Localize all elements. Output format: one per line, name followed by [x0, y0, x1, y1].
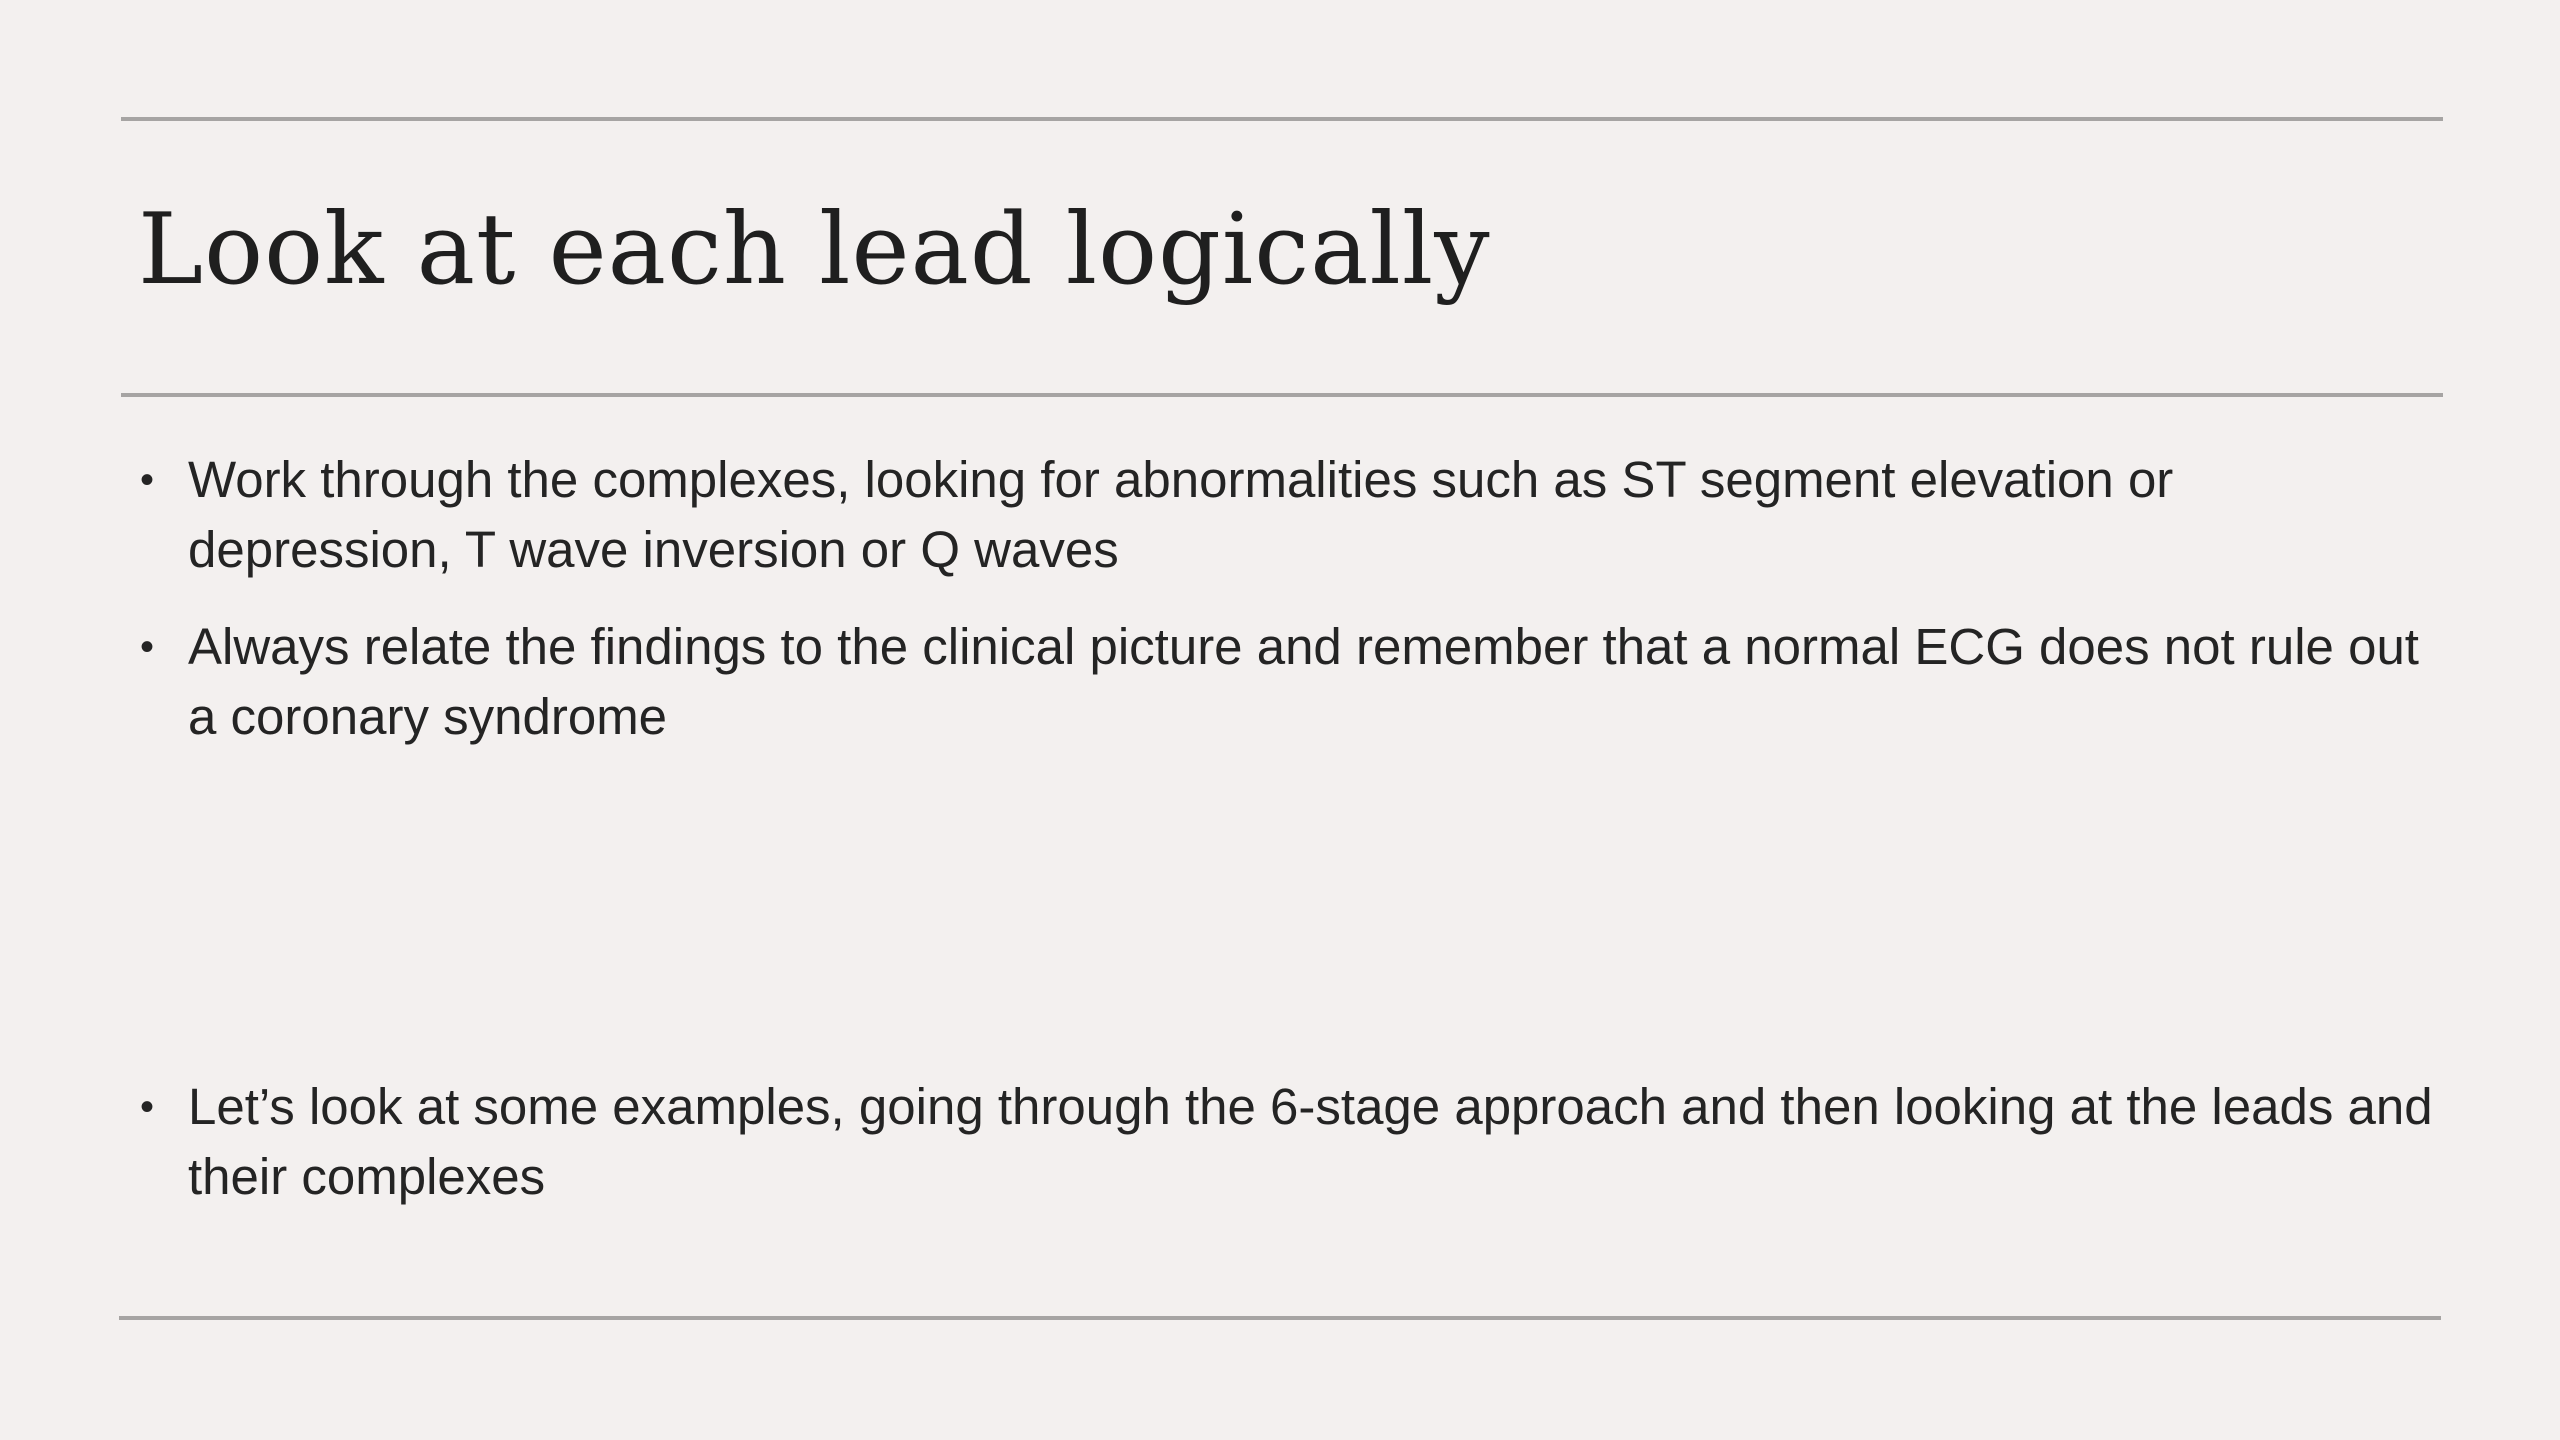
bullet-text: Let’s look at some examples, going through the 6-stage approach and then looking at the leads and their complexes	[188, 1078, 2433, 1205]
bullet-item	[138, 445, 2438, 585]
bullet-text: Always relate the findings to the clinical picture and remember that a normal ECG does not rule out a coronary syndrome	[188, 618, 2419, 745]
bullet-icon: •	[140, 458, 155, 502]
bullet-list	[138, 1072, 2438, 1239]
bullet-icon: •	[140, 625, 155, 669]
bullet-icon: •	[140, 1085, 155, 1129]
top-divider	[121, 117, 2443, 121]
bullet-item	[138, 1072, 2438, 1212]
slide-title: Look at each lead logically	[138, 193, 1491, 307]
bullet-list	[138, 445, 2438, 779]
bullet-text: Work through the complexes, looking for abnormalities such as ST segment elevation or depression, T wave inversion or Q waves	[188, 451, 2174, 578]
title-divider	[121, 393, 2443, 397]
bottom-divider	[119, 1316, 2441, 1320]
bullet-item	[138, 612, 2438, 752]
